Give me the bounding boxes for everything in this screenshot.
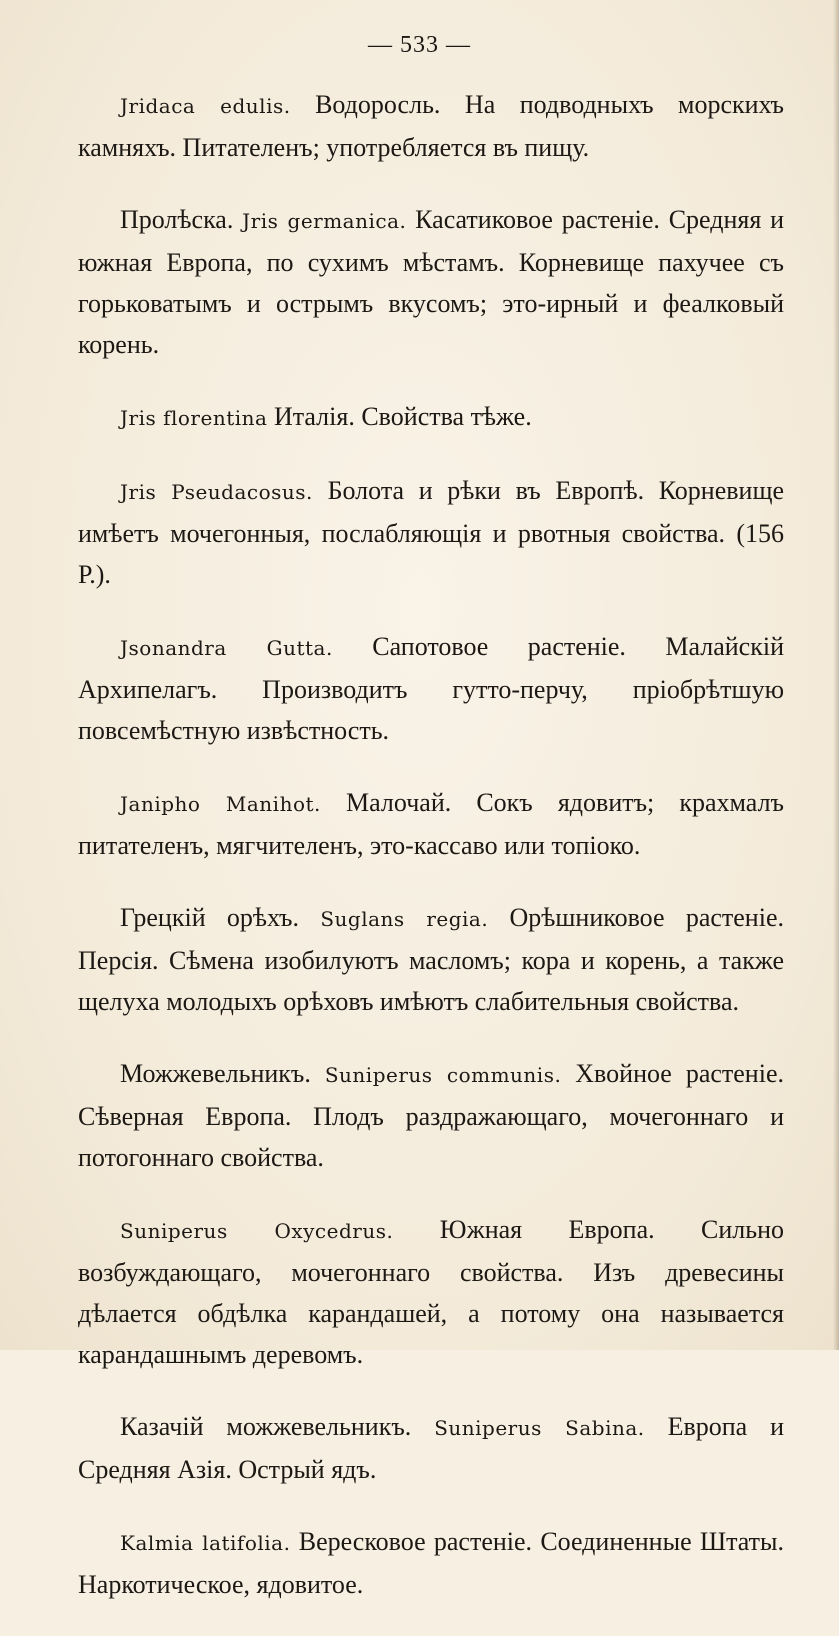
common-name: Пролѣска. <box>120 205 243 234</box>
entry-text: Касатиковое растеніе. Средняя и южная Европа, по сухимъ мѣстамъ. Корневище пахучее съ горьковатымъ и острымъ вкусомъ; это-ирный и феалковый корень. <box>78 205 785 359</box>
entry-juniperus-oxycedrus <box>78 1209 784 1375</box>
entry-text: Хвойное растеніе. Сѣверная Европа. Плодъ раздражающаго, мочегоннаго и потогоннаго свойства. <box>78 1059 784 1172</box>
latin-name: Jsonandra Gutta. <box>120 636 333 660</box>
entry-iris-germanica <box>78 199 784 365</box>
entry-text: Южная Европа. Сильно возбуждающаго, мочегоннаго свойства. Изъ древесины дѣлается обдѣлка карандашей, а потому она называется карандашнымъ деревомъ. <box>78 1215 784 1369</box>
entry-jridaca <box>78 84 784 168</box>
latin-name: Suglans regia. <box>320 907 489 931</box>
entry-text: Водоросль. На подводныхъ морскихъ камняхъ. Питателенъ; употребляется въ пищу. <box>78 90 784 162</box>
latin-name: Janipho Manihot. <box>120 792 321 816</box>
entry-iris-pseudacorus <box>78 470 784 595</box>
entry-juniperus-communis <box>78 1053 784 1178</box>
entry-juglans <box>78 897 784 1022</box>
latin-name: Suniperus communis. <box>324 1063 562 1087</box>
latin-name: Jris florentina <box>120 406 268 430</box>
latin-name: Suniperus Oxycedrus. <box>120 1219 394 1243</box>
latin-name: Kalmia latifolia. <box>120 1531 291 1555</box>
entry-text: Малочай. Сокъ ядовитъ; крахмалъ питателенъ, мягчителенъ, это-кассаво или топіоко. <box>78 788 784 860</box>
entry-janipha <box>78 782 784 866</box>
page-edge-shadow <box>833 0 839 1350</box>
entry-iris-florentina <box>78 396 784 439</box>
page-number: — 533 — <box>368 32 471 58</box>
entry-text: Орѣшниковое растеніе. Персія. Сѣмена изобилуютъ масломъ; кора и корень, а также щелуха молодыхъ орѣховъ имѣютъ слабительныя свойства. <box>78 903 784 1016</box>
latin-name: Jridaca edulis. <box>120 94 291 118</box>
entry-text: Вересковое растеніе. Соединенные Штаты. Наркотическое, ядовитое. <box>78 1527 784 1599</box>
entry-list <box>78 84 784 1636</box>
latin-name: Jris Pseudacosus. <box>120 480 313 504</box>
latin-name: Jris germanica. <box>242 209 407 233</box>
common-name: Можжевельникъ. <box>120 1059 325 1088</box>
latin-name: Suniperus Sabina. <box>434 1416 645 1440</box>
common-name: Грецкій орѣхъ. <box>120 903 321 932</box>
common-name: Казачій можжевельникъ. <box>120 1412 435 1441</box>
entry-text: Болота и рѣки въ Европѣ. Корневище имѣетъ мочегонныя, послабляющія и рвотныя свойства. (156 Р.). <box>78 476 785 589</box>
entry-text: Сапотовое растеніе. Малайскій Архипелагъ. Производитъ гутто-перчу, пріобрѣтшую повсемѣстную извѣстность. <box>78 632 784 745</box>
entry-isonandra <box>78 626 784 751</box>
entry-kalmia <box>78 1521 784 1605</box>
entry-text: Италія. Свойства тѣже. <box>267 402 532 431</box>
entry-juniperus-sabina <box>78 1406 784 1490</box>
entry-text: Европа и Средняя Азія. Острый ядъ. <box>78 1412 785 1484</box>
